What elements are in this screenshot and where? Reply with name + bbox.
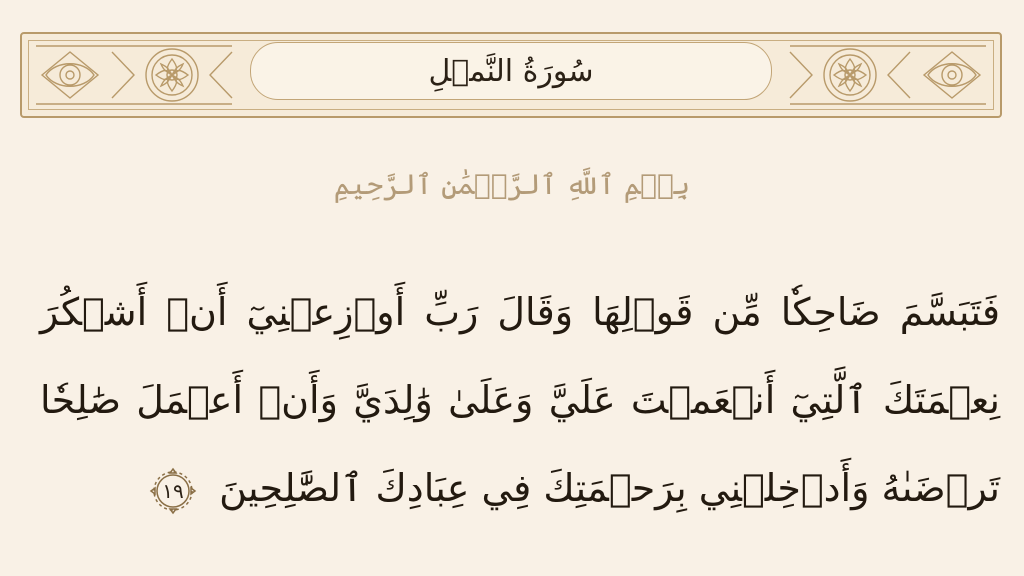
verse-text-block bbox=[40, 268, 1000, 532]
basmala: بِسۡمِ ٱللَّهِ ٱلرَّحۡمَٰنِ ٱلرَّحِيمِ bbox=[333, 168, 691, 201]
surah-title-cartouche bbox=[250, 42, 772, 100]
verse-text: فَتَبَسَّمَ ضَاحِكٗا مِّن قَوۡلِهَا وَقَالَ رَبِّ أَوۡزِعۡنِيٓ أَنۡ أَشۡكُرَ نِعۡمَتَكَ ٱلَّتِيٓ أَنۡعَمۡتَ عَلَيَّ وَعَلَىٰ وَٰلِدَيَّ وَأَنۡ أَعۡمَلَ صَٰلِحٗا تَرۡضَىٰهُ وَأَدۡخِلۡنِي بِرَحۡمَتِكَ فِي عِبَادِكَ ٱلصَّٰلِحِينَ bbox=[40, 290, 1000, 510]
left-ornament-icon bbox=[22, 34, 252, 116]
surah-header-banner bbox=[20, 32, 1002, 118]
right-ornament-icon bbox=[770, 34, 1000, 116]
ayah-number-marker bbox=[149, 467, 197, 515]
ayah-number: ١٩ bbox=[162, 478, 184, 503]
surah-title: سُورَةُ النَّمۡلِ bbox=[428, 53, 594, 89]
